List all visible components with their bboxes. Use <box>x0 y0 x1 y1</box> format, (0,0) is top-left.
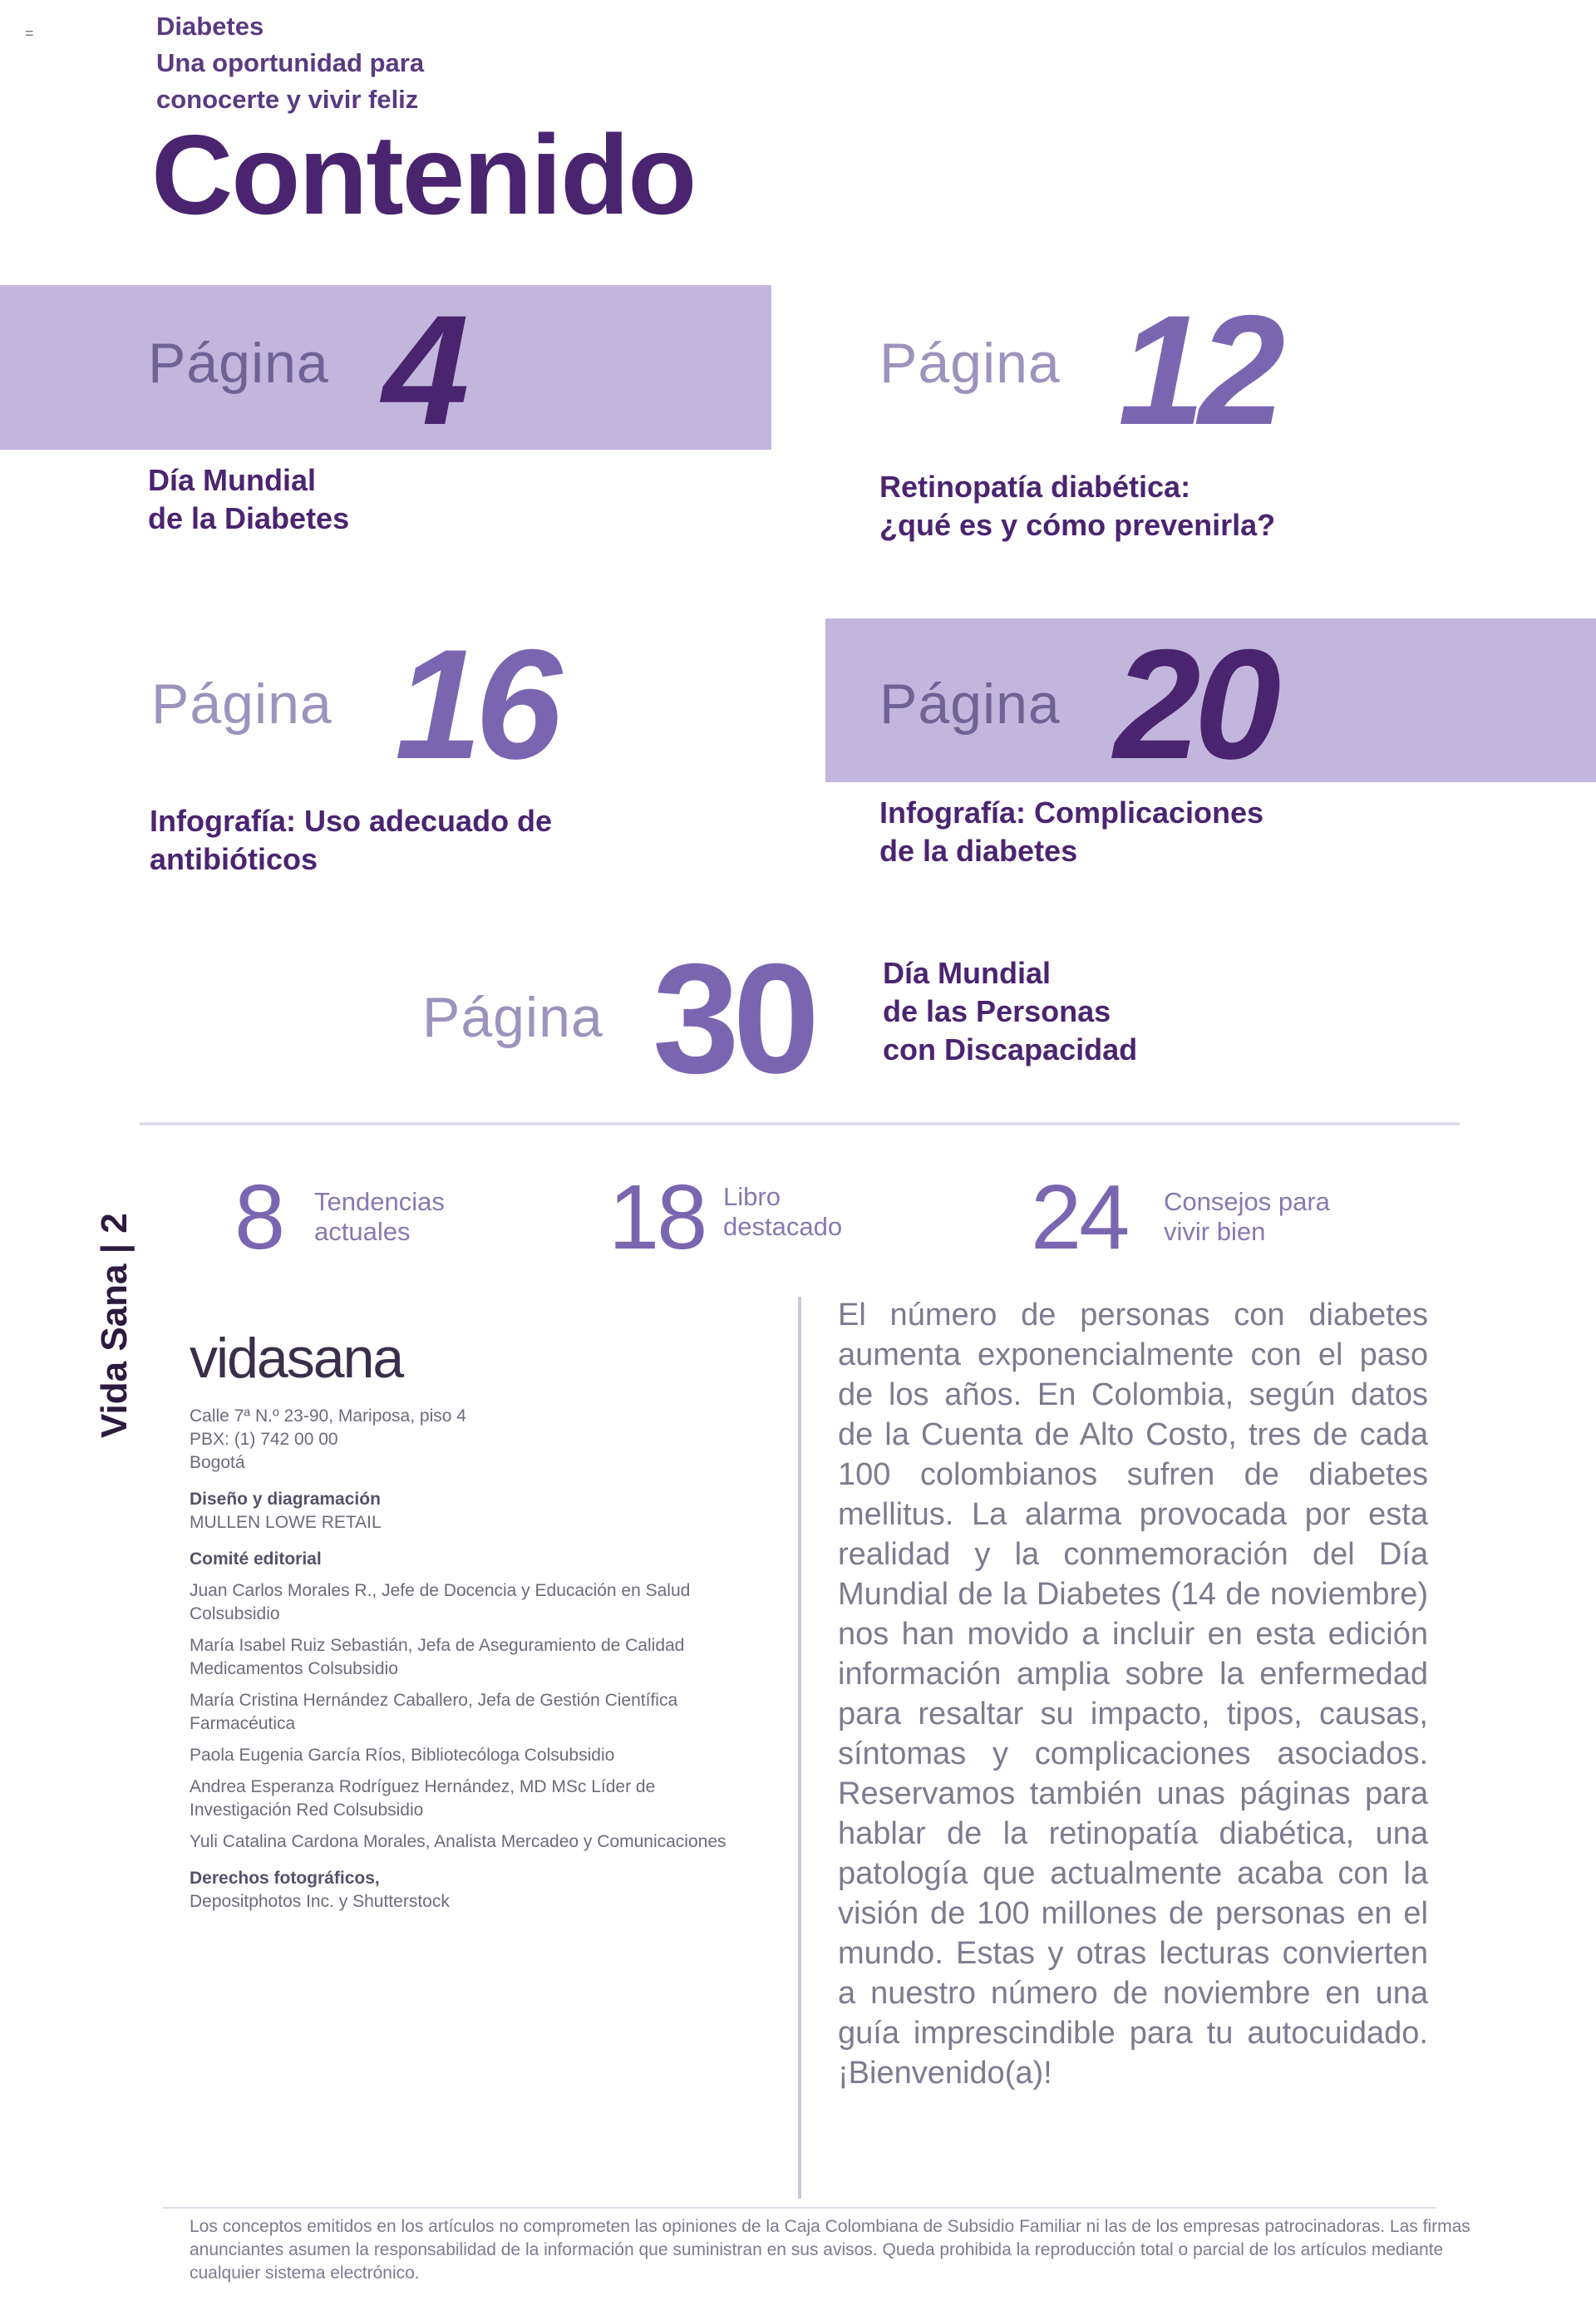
toc-page-word: Página <box>879 332 1061 395</box>
address-line: Calle 7ª N.º 23-90, Mariposa, piso 4 <box>190 1406 466 1426</box>
toc-title-line: de las Personas <box>883 994 1111 1028</box>
committee-member: Paola Eugenia García Ríos, Bibliotecóloga Colsubsidio <box>190 1746 615 1765</box>
address-line: PBX: (1) 742 00 00 <box>190 1430 338 1449</box>
toc-title-line: Día Mundial <box>883 956 1052 990</box>
kicker-line: Una oportunidad para <box>156 48 425 77</box>
address-block <box>190 1405 738 1475</box>
toc-page-word: Página <box>151 672 332 736</box>
vidasana-logo: vidasana <box>190 1327 403 1390</box>
toc-entry-title[interactable] <box>879 794 1264 870</box>
toc-title-line: ¿qué es y cómo prevenirla? <box>879 508 1276 542</box>
toc-page-word: Página <box>148 332 329 395</box>
design-value: MULLEN LOWE RETAIL <box>190 1513 382 1532</box>
toc-title-line: con Discapacidad <box>883 1032 1138 1066</box>
toc-title-line: antibióticos <box>150 842 318 876</box>
section-label-line: destacado <box>723 1212 843 1241</box>
committee-heading: Comité editorial <box>190 1549 322 1569</box>
toc-entry-title[interactable] <box>150 802 552 879</box>
legal-disclaimer: Los conceptos emitidos en los artículos no comprometen las opiniones de la Caja Colombiana de Subsidio Familiar ni las de los empresas patrocinadoras. Las firmas anunciantes asumen la responsabilidad de la información que suministran en sus avisos. Queda prohibida la reproducción total o parcial de los artículos mediante cualquier sistema electrónico. <box>190 2217 1470 2283</box>
toc-entry-title[interactable] <box>883 954 1137 1069</box>
design-heading: Diseño y diagramación <box>190 1490 381 1509</box>
address-line: Bogotá <box>190 1453 245 1472</box>
committee-member: María Isabel Ruiz Sebastián, Jefa de Aseguramiento de Calidad Medicamentos Colsubsidio <box>190 1636 685 1678</box>
committee-member: Juan Carlos Morales R., Jefe de Docencia y Educación en Salud Colsubsidio <box>190 1581 691 1623</box>
toc-page-word: Página <box>422 986 603 1049</box>
committee-member: María Cristina Hernández Caballero, Jefa de Gestión Científica Farmacéutica <box>190 1691 678 1733</box>
divider <box>140 1122 1460 1126</box>
section-label-line: Consejos para <box>1164 1187 1330 1216</box>
corner-mark: = <box>25 25 34 42</box>
section-label[interactable] <box>314 1187 445 1247</box>
page-title: Contenido <box>151 111 696 238</box>
kicker-line: Diabetes <box>156 12 264 41</box>
toc-page-word: Página <box>879 672 1061 736</box>
toc-page-number: 20 <box>1114 617 1275 791</box>
toc-entry-title[interactable] <box>148 461 349 538</box>
section-number: 24 <box>1031 1166 1128 1268</box>
photo-rights-heading: Derechos fotográficos, <box>190 1869 380 1888</box>
folio-text: Vida Sana | 2 <box>94 1213 135 1438</box>
toc-entry-title[interactable] <box>879 468 1275 544</box>
toc-title-line: de la diabetes <box>879 834 1078 868</box>
photo-rights-value: Depositphotos Inc. y Shutterstock <box>190 1892 450 1911</box>
section-label-line: vivir bien <box>1164 1217 1266 1246</box>
kicker-line: conocerte y vivir feliz <box>156 85 419 114</box>
section-label[interactable] <box>1164 1187 1330 1247</box>
toc-title-line: de la Diabetes <box>148 501 350 535</box>
masthead-credits <box>190 1405 738 1914</box>
section-label-line: actuales <box>314 1217 411 1246</box>
section-label-line: Libro <box>723 1182 781 1211</box>
editorial-intro: El número de personas con diabetes aumenta exponencialmente con el paso de los años. En Colombia, según datos de la Cuenta de Alto Costo, tres de cada 100 colombianos sufren de diabetes mellitus. La alarma provocada por esta realidad y la conmemoración del Día Mundial de la Diabetes (14 de noviembre) nos han movido a incluir en esta edición información amplia sobre la enfermedad para resaltar su impacto, tipos, causas, síntomas y complicaciones asociados. Reservamos también unas páginas para hablar de la retinopatía diabética, una patología que actualmente acaba con la visión de 100 millones de personas en el mundo. Estas y otras lecturas convierten a nuestro número de noviembre en una guía imprescindible para tu autocuidado. ¡Bienvenido(a)! <box>838 1298 1428 2091</box>
header-kicker <box>156 8 424 118</box>
toc-title-line: Día Mundial <box>148 463 317 497</box>
toc-title-line: Infografía: Complicaciones <box>879 795 1264 830</box>
section-label-line: Tendencias <box>314 1187 445 1216</box>
committee-member: Andrea Esperanza Rodríguez Hernández, MD MSc Líder de Investigación Red Colsubsidio <box>190 1777 656 1820</box>
toc-page-number: 30 <box>653 931 814 1106</box>
toc-page-number: 16 <box>395 617 556 791</box>
toc-title-line: Infografía: Uso adecuado de <box>150 804 553 838</box>
section-label[interactable] <box>723 1182 842 1242</box>
committee-member: Yuli Catalina Cardona Morales, Analista Mercadeo y Comunicaciones <box>190 1832 727 1851</box>
footer-divider <box>163 2207 1436 2209</box>
section-number: 18 <box>608 1166 706 1268</box>
magazine-folio <box>87 1189 137 1455</box>
toc-title-line: Retinopatía diabética: <box>879 470 1191 504</box>
toc-page-number: 12 <box>1118 283 1279 457</box>
section-number: 8 <box>234 1166 283 1268</box>
column-divider <box>798 1297 801 2199</box>
toc-page-number: 4 <box>382 283 463 457</box>
